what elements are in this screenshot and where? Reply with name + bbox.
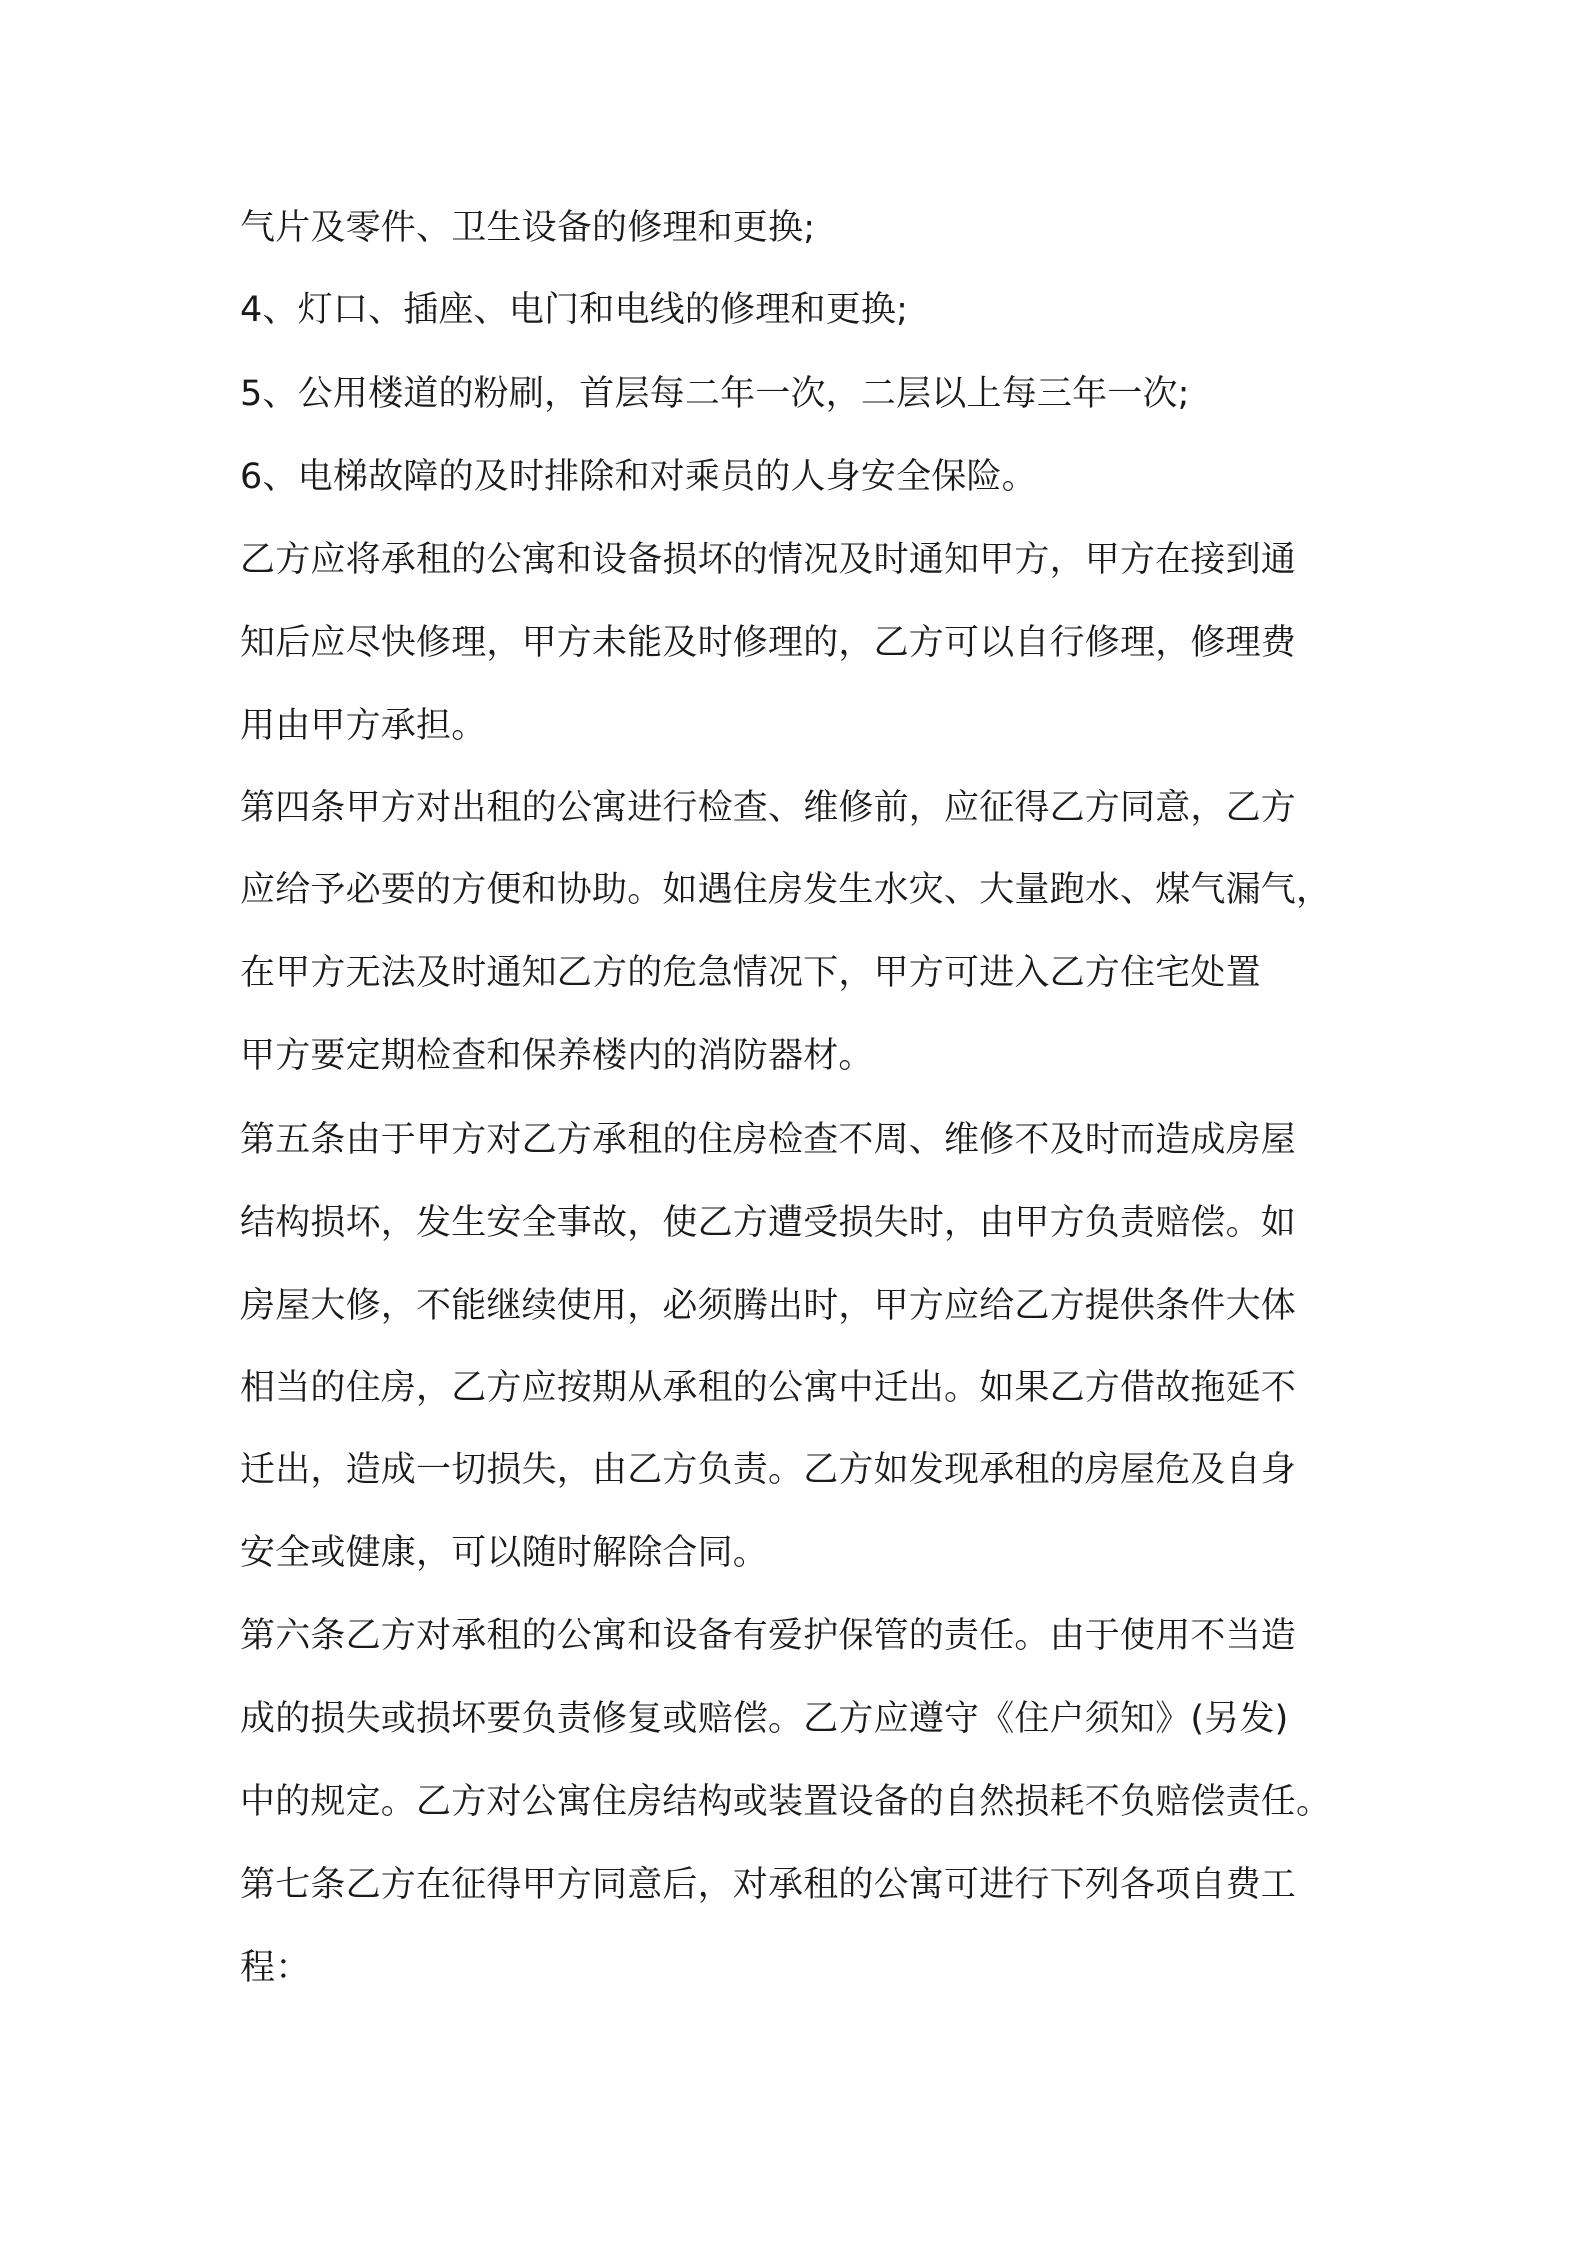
text-line: 第六条乙方对承租的公寓和设备有爱护保管的责任。由于使用不当造 xyxy=(240,1616,1297,1656)
text-line: 4、灯口、插座、电门和电线的修理和更换; xyxy=(240,290,909,330)
text-line: 成的损失或损坏要负责修复或赔偿。乙方应遵守《住户须知》(另发) xyxy=(240,1699,1289,1739)
text-line: 应给予必要的方便和协助。如遇住房发生水灾、大量跑水、煤气漏气， xyxy=(240,870,1332,910)
text-line: 甲方要定期检查和保养楼内的消防器材。 xyxy=(240,1036,874,1076)
text-line: 气片及零件、卫生设备的修理和更换; xyxy=(240,208,816,248)
text-line: 乙方应将承租的公寓和设备损坏的情况及时通知甲方，甲方在接到通 xyxy=(240,540,1297,580)
text-line: 5、公用楼道的粉刷，首层每二年一次，二层以上每三年一次; xyxy=(240,374,1190,414)
text-line: 迁出，造成一切损失，由乙方负责。乙方如发现承租的房屋危及自身 xyxy=(240,1450,1297,1490)
text-line: 知后应尽快修理，甲方未能及时修理的，乙方可以自行修理，修理费 xyxy=(240,623,1297,663)
text-line: 第七条乙方在征得甲方同意后，对承租的公寓可进行下列各项自费工 xyxy=(240,1865,1297,1905)
text-line: 在甲方无法及时通知乙方的危急情况下，甲方可进入乙方住宅处置 xyxy=(240,953,1261,993)
text-line: 结构损坏，发生安全事故，使乙方遭受损失时，由甲方负责赔偿。如 xyxy=(240,1203,1297,1243)
text-line: 第四条甲方对出租的公寓进行检查、维修前，应征得乙方同意，乙方 xyxy=(240,788,1297,828)
text-line: 6、电梯故障的及时排除和对乘员的人身安全保险。 xyxy=(240,457,1037,497)
text-line: 房屋大修，不能继续使用，必须腾出时，甲方应给乙方提供条件大体 xyxy=(240,1286,1297,1326)
text-line: 中的规定。乙方对公寓住房结构或装置设备的自然损耗不负赔偿责任。 xyxy=(240,1782,1332,1822)
text-line: 相当的住房，乙方应按期从承租的公寓中迁出。如果乙方借故拖延不 xyxy=(240,1368,1297,1408)
text-line: 安全或健康，可以随时解除合同。 xyxy=(240,1533,769,1573)
text-line: 程： xyxy=(240,1948,311,1988)
text-line: 第五条由于甲方对乙方承租的住房检查不周、维修不及时而造成房屋 xyxy=(240,1120,1297,1160)
text-line: 用由甲方承担。 xyxy=(240,706,487,746)
